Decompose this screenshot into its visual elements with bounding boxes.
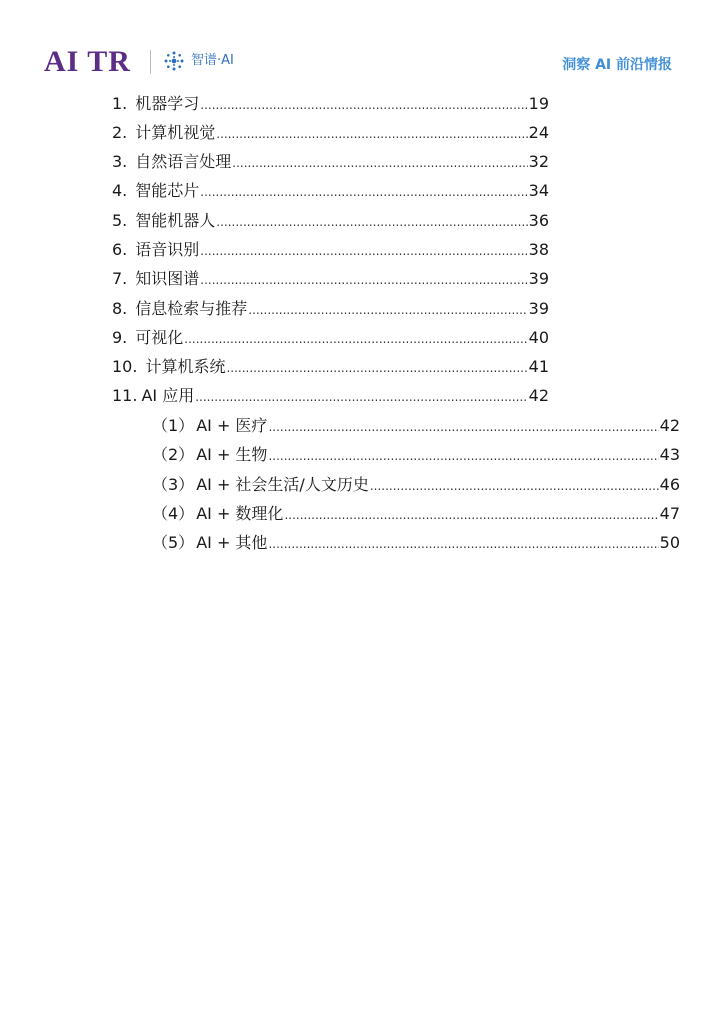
dot-leader xyxy=(370,475,659,497)
toc-entry-title: 智能机器人 xyxy=(135,211,216,230)
dot-leader xyxy=(200,181,527,203)
dot-leader xyxy=(200,94,527,116)
dot-leader xyxy=(284,504,658,526)
toc-entry[interactable] xyxy=(112,298,549,320)
toc-subentry-number: （5） xyxy=(152,533,195,552)
toc-entry-page: 32 xyxy=(528,152,549,171)
dot-leader xyxy=(268,416,658,438)
toc-subentry-number: （2） xyxy=(152,445,195,464)
toc-subentry-title: AI + 数理化 xyxy=(196,504,284,523)
toc-entry-title: 语音识别 xyxy=(135,240,200,259)
dot-leader xyxy=(268,445,658,467)
toc-subentry[interactable] xyxy=(152,532,680,554)
toc-subentry-page: 42 xyxy=(659,416,680,435)
toc-entry-title: AI 应用 xyxy=(141,386,195,405)
zhipu-ai-logo-text: 智谱·AI xyxy=(191,53,234,68)
toc-entry-title: 知识图谱 xyxy=(135,269,200,288)
toc-entry-page: 36 xyxy=(528,211,549,230)
toc-subentry-page: 43 xyxy=(659,445,680,464)
toc-entry[interactable] xyxy=(112,210,549,232)
toc-subentry-number: （1） xyxy=(152,416,195,435)
aitr-logo: AI TR xyxy=(44,45,131,78)
dot-leader xyxy=(248,299,527,321)
toc-subentry[interactable] xyxy=(152,444,680,466)
toc-subentry-title: AI + 生物 xyxy=(196,445,268,464)
toc-entry-page: 42 xyxy=(528,386,549,405)
toc-entry-page: 39 xyxy=(528,299,549,318)
toc-entry-title: 计算机视觉 xyxy=(135,123,216,142)
toc-entry-number: 4. xyxy=(112,181,128,200)
toc-subentry[interactable] xyxy=(152,474,680,496)
logo-divider xyxy=(150,50,151,74)
toc-entry-number: 2. xyxy=(112,123,128,142)
dot-leader xyxy=(195,386,527,408)
toc-subentry-page: 50 xyxy=(659,533,680,552)
toc-entry[interactable] xyxy=(112,327,549,349)
toc-entry-page: 34 xyxy=(528,181,549,200)
toc-entry-number: 7. xyxy=(112,269,128,288)
toc-entry-title: 信息检索与推荐 xyxy=(135,299,248,318)
toc-subentry-page: 47 xyxy=(659,504,680,523)
toc-subentry-page: 46 xyxy=(659,475,680,494)
toc-entry-title: 自然语言处理 xyxy=(135,152,232,171)
toc-entry-title: 计算机系统 xyxy=(145,357,226,376)
toc-entry[interactable] xyxy=(112,180,549,202)
zhipu-dots-icon xyxy=(163,50,185,72)
toc-entry-page: 24 xyxy=(528,123,549,142)
toc-entry-title: 可视化 xyxy=(135,328,184,347)
toc-entry-page: 41 xyxy=(528,357,549,376)
dot-leader xyxy=(216,211,527,233)
toc-subentry-title: AI + 医疗 xyxy=(196,416,268,435)
toc-entry-number: 9. xyxy=(112,328,128,347)
toc-entry-number: 10. xyxy=(112,357,138,376)
toc-entry[interactable] xyxy=(112,268,549,290)
toc-entry-number: 11. xyxy=(112,386,138,405)
dot-leader xyxy=(232,152,527,174)
toc-entry[interactable] xyxy=(112,385,549,407)
toc-subentry-title: AI + 其他 xyxy=(196,533,268,552)
toc-subentry[interactable] xyxy=(152,503,680,525)
dot-leader xyxy=(184,328,527,350)
toc-entry-page: 38 xyxy=(528,240,549,259)
toc-entry-title: 机器学习 xyxy=(135,94,200,113)
toc-entry-number: 5. xyxy=(112,211,128,230)
dot-leader xyxy=(216,123,527,145)
dot-leader xyxy=(268,533,658,555)
toc-entry[interactable] xyxy=(112,239,549,261)
toc-entry-number: 8. xyxy=(112,299,128,318)
toc-entry-number: 6. xyxy=(112,240,128,259)
toc-entry[interactable] xyxy=(112,122,549,144)
dot-leader xyxy=(200,269,527,291)
toc-entry[interactable] xyxy=(112,356,549,378)
toc-entry-title: 智能芯片 xyxy=(135,181,200,200)
dot-leader xyxy=(226,357,527,379)
toc-entry-page: 40 xyxy=(528,328,549,347)
toc-subentry-title: AI + 社会生活/人文历史 xyxy=(196,475,369,494)
dot-leader xyxy=(200,240,527,262)
toc-subentry-number: （4） xyxy=(152,504,195,523)
toc-entry[interactable] xyxy=(112,93,549,115)
toc-entry-page: 39 xyxy=(528,269,549,288)
toc-entry-number: 3. xyxy=(112,152,128,171)
header-slogan: 洞察 AI 前沿情报 xyxy=(562,57,672,73)
toc-entry-number: 1. xyxy=(112,94,128,113)
toc-entry-page: 19 xyxy=(528,94,549,113)
toc-entry[interactable] xyxy=(112,151,549,173)
toc-subentry-number: （3） xyxy=(152,475,195,494)
page-header xyxy=(0,0,724,90)
toc-subentry[interactable] xyxy=(152,415,680,437)
